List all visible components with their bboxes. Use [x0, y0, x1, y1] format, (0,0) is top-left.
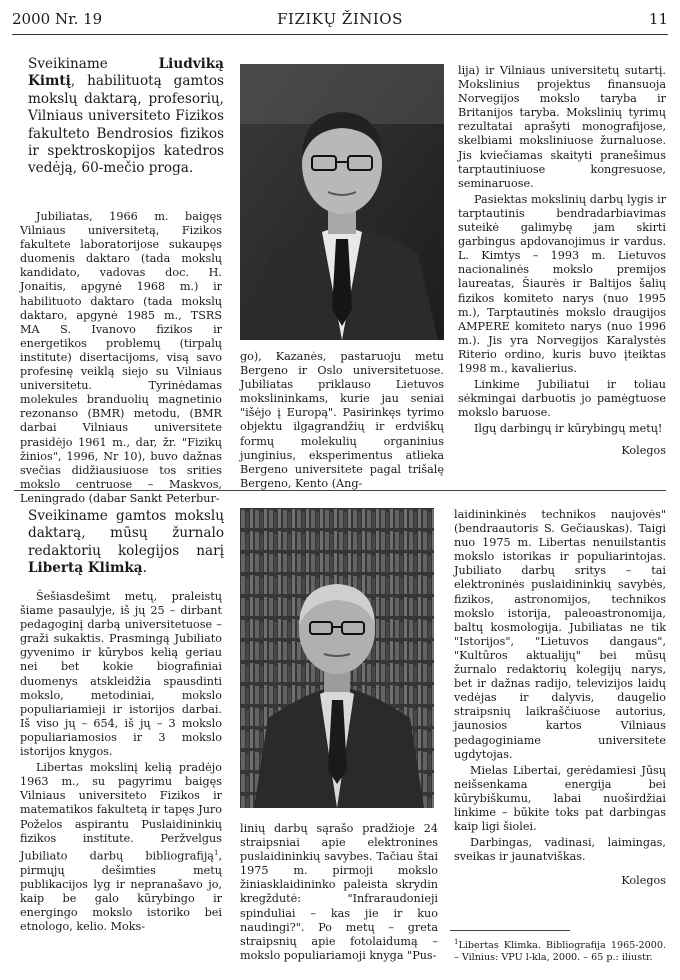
- article2-paragraph: Darbingas, vadinasi, laimingas, sveikas ir jaunatviškas.: [454, 836, 666, 864]
- header-rule: [12, 34, 668, 35]
- article2-paragraph: Šešiasdešimt metų, praleistų šiame pasaulyje, iš jų 25 – dirbant pedagoginį darbą universitetuose – graži sukaktis. Prasmingą Jubiliato gyvenimo ir kūrybos kelią geriau nei bet kokie biografiniai duomenys atskleidžia spausdinti mokslo, metodiniai, mokslo populiariamieji ir istorijos darbai. Iš viso jų – 654, iš jų – 3 mokslo populiariamosios ir 3 mokslo istorijos knygos.: [20, 590, 222, 759]
- article1-paragraph: Linkime Jubiliatui ir toliau sėkmingai darbuotis jo pamėgtuose mokslo baruose.: [458, 378, 666, 420]
- article2-paragraph: linių darbų sąrašo pradžioje 24 straipsniai apie elektronines puslaidininkių savybes. Tačiau štai 1975 m. pirmoji mokslo žiniasklaidininko paleista skrydin kregždutė: "Infraraudonieji spinduliai – kas jie ir kuo naudingi?". Po metų – greta straipsnių apie fotolaidumą – mokslo populiariamoji knyga "Pus-: [240, 822, 438, 962]
- article2-lead-text: Sveikiname gamtos mokslų daktarą, mūsų žurnalo redaktorių kolegijos narį: [28, 508, 224, 559]
- portrait-photo-1: [240, 64, 444, 340]
- page-number: 11: [648, 10, 668, 28]
- article2-paragraph: Libertas mokslinį kelią pradėjo 1963 m., su pagyrimu baigęs Vilniaus universiteto Fizikos ir matematikos fakultetą ir tapęs Juro Poželos aspirantu Puslaidininkių fizikos institute. Peržvelgus Jubiliato darbų bibliografiją: [20, 761, 222, 863]
- article2-column-2: [240, 822, 438, 963]
- footnote-rule: [450, 930, 570, 931]
- portrait-photo-icon: [240, 508, 434, 808]
- article2-column-1: [20, 588, 222, 934]
- journal-title: FIZIKŲ ŽINIOS: [277, 10, 403, 28]
- issue-number: 2000 Nr. 19: [12, 10, 103, 28]
- article1-paragraph: Pasiektas mokslinių darbų lygis ir tarptautinis bendradarbiavimas suteikė galimybę jam skirti garbingus apdovanojimus ir vardus. L. Kimtys – 1993 m. Lietuvos nacionalinės mokslo premijos laureatas, Šiaurės ir Baltijos šalių fizikos komiteto narys (nuo 1995 m.), Tarptautinės mokslo draugijos AMPERE komiteto narys (nuo 1996 m.). Jis yra Norvegijos Karalystės Riterio ordino, kuris buvo įteiktas 1998 m., kavalierius.: [458, 192, 666, 375]
- article1-honoree: Liudviką Kimtį: [28, 56, 224, 90]
- page-header: [12, 8, 668, 32]
- article1-lead-text-end: , habilituotą gamtos mokslų daktarą, profesorių, Vilniaus universiteto Fizikos fakulteto Bendrosios fizikos ir spektroskopijos katedros vedėją, 60-mečio proga.: [28, 73, 224, 177]
- article2-paragraph: laidininkinės technikos naujovės" (bendraautoris S. Gečiauskas). Taigi nuo 1975 m. Libertas nenuilstantis mokslo istorikas ir populiarintojas. Jubiliato darbų sritys – tai elektroninės puslaidininkių savybės, fizikos, astronomijos, technikos mokslo istorija, paleoastronomija, baltų kosmologija. Jubiliatas ne tik "Istorijos", "Lietuvos dangaus", "Kultūros aktualijų" bei mūsų žurnalo redaktorių kolegijų narys, bet ir dažnas radijo, televizijos laidų vedėjas ir dalyvis, daugelio straipsnių laikraščiuose autorius, jaunosios kartos Vilniaus pedagoginiame universitete ugdytojas.: [454, 508, 666, 761]
- article2-paragraph: Mielas Libertai, gerėdamiesi Jūsų neišsenkama energija bei kūrybiškumu, labai nuoširdžiai linkime – būkite toks pat darbingas kaip ligi šiolei.: [454, 763, 666, 834]
- article2-signature: Kolegos: [621, 874, 666, 888]
- article1-paragraph: go), Kazanės, pastaruoju metu Bergeno ir Oslo universitetuose. Jubiliatas priklauso Lietuvos mokslininkams, kurie jau seniai "išėjo į Europą". Pasirinkęs tyrimo objektu ilgagrandžių ir erdviškų formų molekulių organinius junginius, eksperimentus atlieka Bergeno universitete pagal trišalę Bergeno, Kento (Ang-: [240, 350, 444, 490]
- article2-lead: [28, 508, 224, 578]
- article1-signature: Kolegos: [621, 444, 666, 458]
- article2-lead-text-end: .: [142, 560, 147, 577]
- footnote-text: Libertas Klimka. Bibliografija 1965-2000. – Vilnius: VPU l-kla, 2000. – 65 p.: iliustr.: [454, 940, 666, 964]
- portrait-photo-2: [240, 508, 434, 808]
- article2-column-3: [454, 508, 666, 888]
- article1-lead-text: Sveikiname: [28, 56, 159, 72]
- article1-column-3: [458, 64, 666, 459]
- article1-lead: [28, 56, 224, 178]
- footnote-marker: 1: [454, 938, 459, 946]
- portrait-photo-icon: [240, 64, 444, 340]
- article1-column-1: [20, 208, 222, 506]
- article1-column-2: [240, 350, 444, 491]
- article1-paragraph: Jubiliatas, 1966 m. baigęs Vilniaus universitetą, Fizikos fakultete laboratorijose sukaupęs duomenis daktaro (tada mokslų kandidato, vadovas doc. H. Jonaitis, apgynė 1968 m.) ir habilituoto daktaro (tada mokslų daktaro, apgynė 1985 m., TSRS MA S. Ivanovo fizikos ir energetikos problemų (tirpalų institute) disertacijoms, visą savo profesinę veiklą siejo su Vilniaus universitetu. Tyrinėdamas molekules branduolių magnetinio rezonanso (BMR) metodu, (BMR darbai Vilniaus universitete prasidėjo 1961 m., dar, žr. "Fizikų žinios", 1996, Nr 10), buvo dažnas svečias didžiausiuose tos srities mokslo centruose – Maskvos, Leningrado (dabar Sankt Peterbur-: [20, 210, 222, 505]
- article2-paragraph-continued: , pirmųjų dešimties metų publikacijos lyg ir nepranašavo jo, kaip be galo kūrybingo ir energingo mokslo istoriko bei etnologo, kelio. Moks-: [20, 849, 222, 933]
- footnote: [454, 936, 666, 964]
- footnote-reference: 1: [213, 848, 219, 857]
- article1-paragraph: Ilgų darbingų ir kūrybingų metų!: [474, 422, 663, 436]
- article1-paragraph: lija) ir Vilniaus universitetų sutartį. Mokslinius projektus finansuoja Norvegijos mokslo taryba ir Britanijos taryba. Mokslinių tyrimų rezultatai aprašyti monografijose, skelbiami moksliniuose žurnaluose. Jis kviečiamas skaityti pranešimus tarptautiniuose kongresuose, seminaruose.: [458, 64, 666, 190]
- article-divider: [14, 490, 666, 491]
- article2-honoree: Libertą Klimką: [28, 560, 143, 577]
